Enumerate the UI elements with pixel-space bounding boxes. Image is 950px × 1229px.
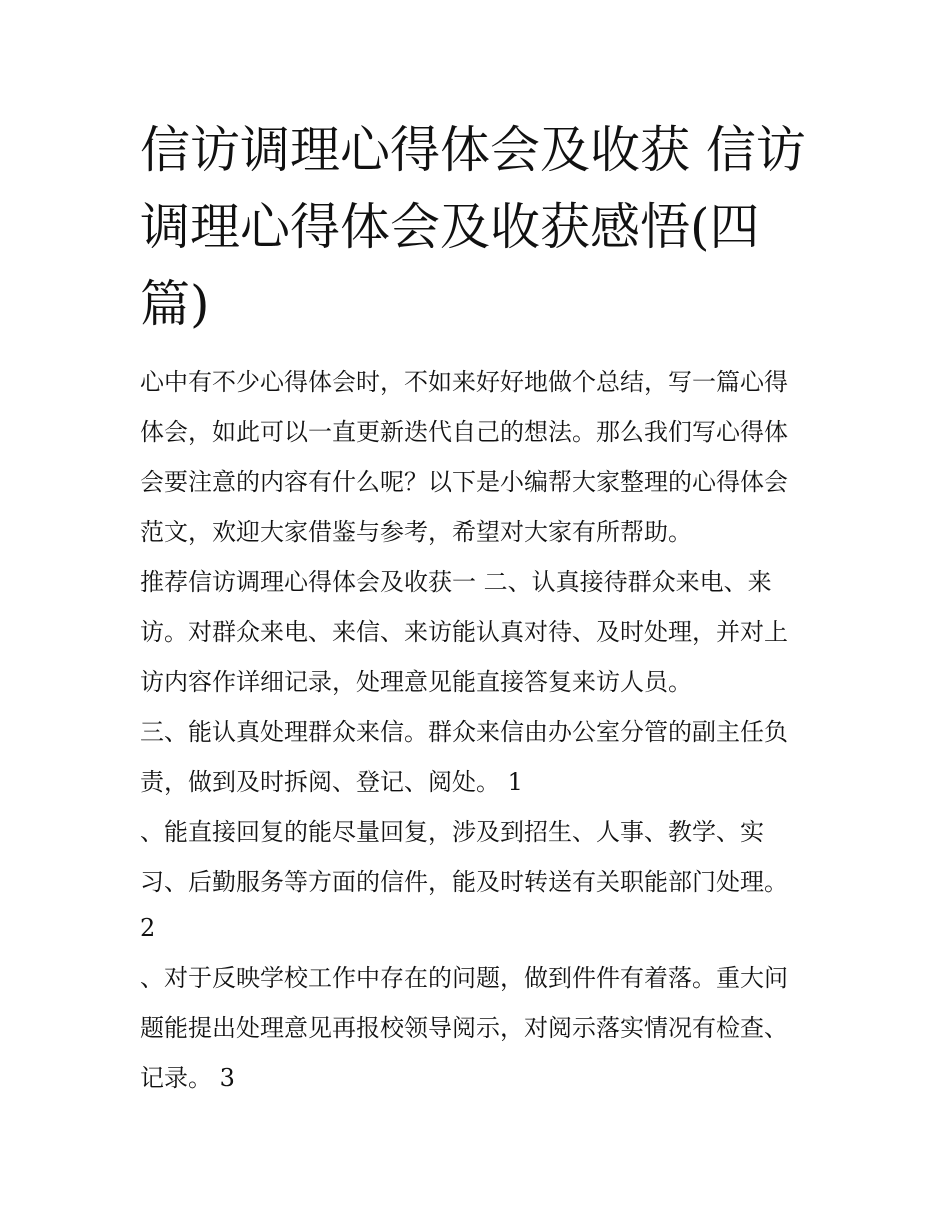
body-line: 推荐信访调理心得体会及收获一 二、认真接待群众来电、来 bbox=[140, 568, 772, 596]
body-line: 心中有不少心得体会时，不如来好好地做个总结，写一篇心得 bbox=[140, 368, 788, 396]
body-line: 、对于反映学校工作中存在的问题，做到件件有着落。重大问 bbox=[140, 964, 788, 992]
body-line: 习、后勤服务等方面的信件，能及时转送有关职能部门处理。 bbox=[140, 868, 788, 896]
document-body bbox=[140, 357, 820, 1103]
body-line: 三、能认真处理群众来信。群众来信由办公室分管的副主任负 bbox=[140, 718, 788, 746]
document-title bbox=[140, 112, 820, 343]
body-line: 访。对群众来电、来信、来访能认真对待、及时处理，并对上 bbox=[140, 618, 788, 646]
body-line: 记录。 3 bbox=[140, 1064, 235, 1092]
body-line: 范文，欢迎大家借鉴与参考，希望对大家有所帮助。 bbox=[140, 518, 692, 546]
body-line: 体会，如此可以一直更新迭代自己的想法。那么我们写心得体 bbox=[140, 418, 788, 446]
body-line: 责，做到及时拆阅、登记、阅处。 1 bbox=[140, 768, 523, 796]
title-line: 调理心得体会及收获感悟(四 bbox=[140, 198, 760, 256]
body-line: 2 bbox=[140, 914, 156, 942]
body-line: 访内容作详细记录，处理意见能直接答复来访人员。 bbox=[140, 668, 692, 696]
title-line: 篇) bbox=[140, 275, 210, 333]
body-line: 会要注意的内容有什么呢？以下是小编帮大家整理的心得体会 bbox=[140, 468, 788, 496]
body-line: 题能提出处理意见再报校领导阅示，对阅示落实情况有检查、 bbox=[140, 1014, 788, 1042]
body-line: 、能直接回复的能尽量回复，涉及到招生、人事、教学、实 bbox=[140, 818, 764, 846]
title-line: 信访调理心得体会及收获 信访 bbox=[140, 121, 806, 179]
